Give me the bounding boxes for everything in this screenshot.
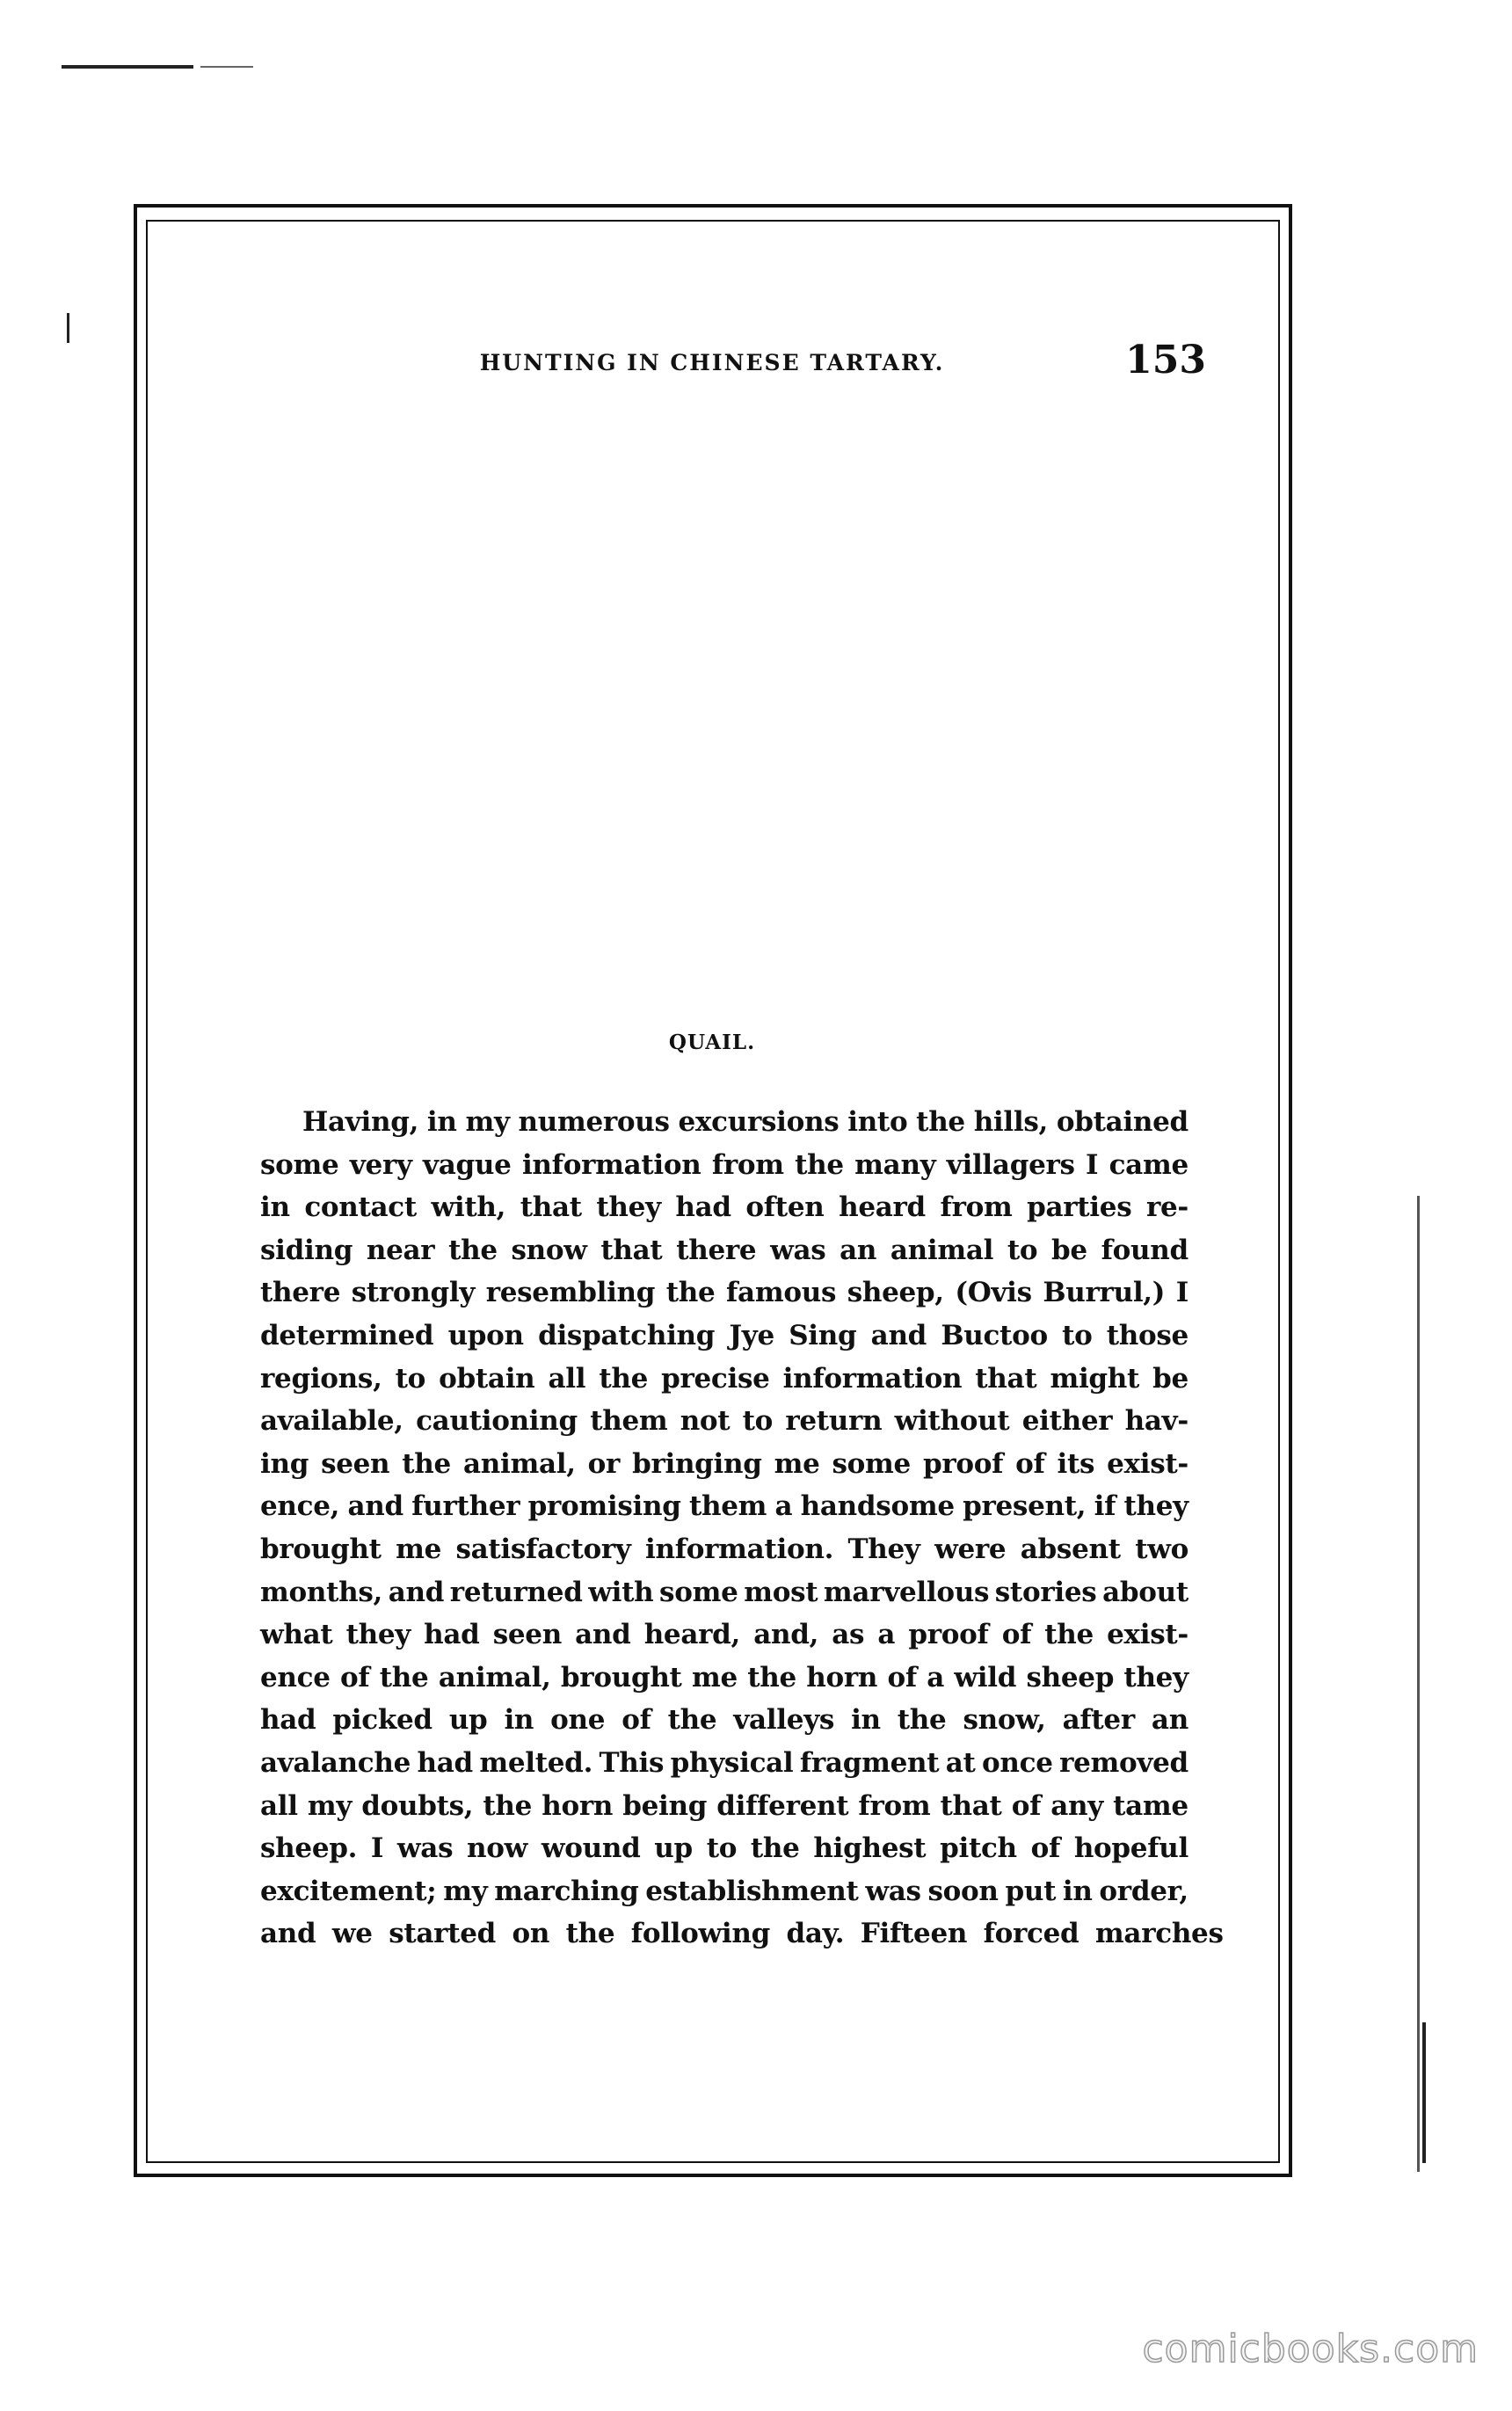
body-line: Having, in my numerous excursions into the hills, obtained [302,1106,1189,1138]
body-line: all my doubts, the horn being different from that of any tame [260,1789,1189,1822]
body-line: had picked up in one of the valleys in the snow, after an [260,1704,1189,1737]
section-heading: QUAIL. [668,1031,756,1054]
body-line: and we started on the following day. Fifteen forced marches [260,1918,1224,1950]
body-line: there strongly resembling the famous sheep, (Ovis Burrul,) I [260,1277,1189,1309]
scan-mark-left-edge [67,313,69,343]
page-number: 153 [1125,338,1206,382]
body-line: some very vague information from the many villagers I came [260,1148,1189,1181]
body-line: in contact with, that they had often heard from parties re- [260,1191,1189,1224]
running-head-title: HUNTING IN CHINESE TARTARY. [479,350,945,375]
body-line: excitement; my marching establishment was soon put in order, [260,1875,1189,1907]
scan-mark-top-left-dash [200,66,253,68]
body-line: determined upon dispatching Jye Sing and Buctoo to those [260,1319,1189,1351]
body-line: months, and returned with some most marvellous stories about [260,1576,1189,1608]
body-line: sheep. I was now wound up to the highest pitch of hopeful [260,1832,1189,1865]
body-line: ing seen the animal, or bringing me some proof of its exist- [260,1447,1189,1480]
body-line: siding near the snow that there was an animal to be found [260,1234,1189,1266]
body-line: avalanche had melted. This physical fragment at once removed [260,1746,1189,1779]
scan-mark-right-edge-2 [1422,2022,1426,2163]
watermark-text: comicbooks.com [1142,2327,1479,2371]
body-line: brought me satisfactory information. They were absent two [260,1533,1189,1565]
body-line: available, cautioning them not to return without either hav- [260,1405,1189,1438]
body-line: ence, and further promising them a handsome present, if they [260,1490,1189,1523]
scan-mark-top-left [62,65,193,69]
body-line: what they had seen and heard, and, as a proof of the exist- [260,1619,1189,1651]
body-line: ence of the animal, brought me the horn of a wild sheep they [260,1661,1189,1694]
body-paragraph [260,1101,1224,1956]
body-line: regions, to obtain all the precise information that might be [260,1362,1189,1395]
scan-mark-right-edge [1417,1196,1420,2172]
